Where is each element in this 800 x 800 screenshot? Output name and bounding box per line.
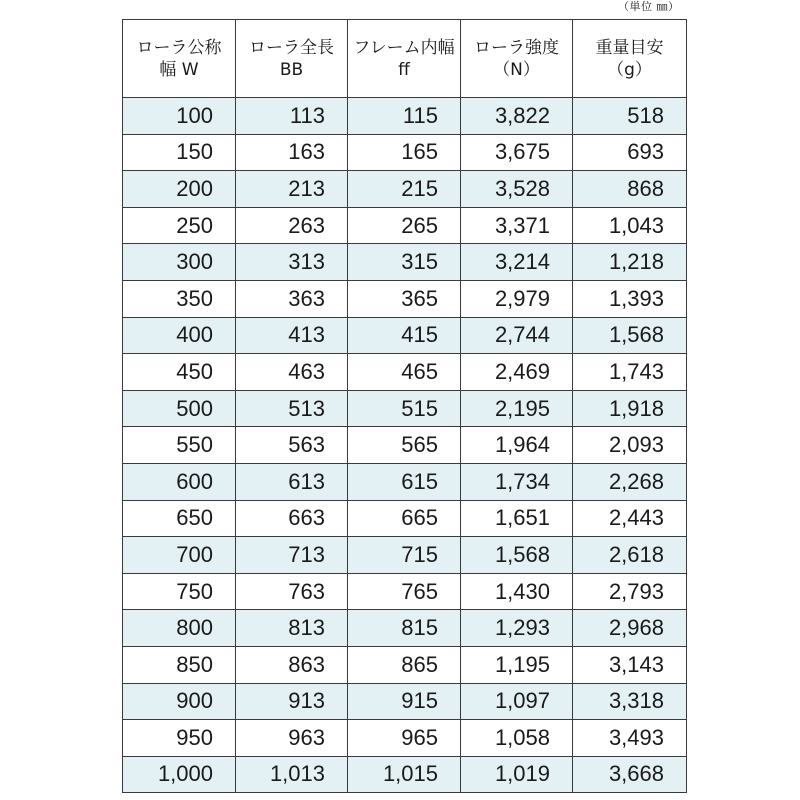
cell-frame-inner-width: 715 <box>348 537 461 574</box>
header-weight <box>573 20 687 98</box>
cell-nominal-width: 1,000 <box>123 756 236 793</box>
cell-frame-inner-width: 165 <box>348 134 461 171</box>
cell-weight: 1,043 <box>573 207 687 244</box>
cell-roller-strength: 1,195 <box>461 646 573 683</box>
cell-roller-length: 563 <box>236 427 348 464</box>
cell-nominal-width: 750 <box>123 573 236 610</box>
cell-roller-length: 113 <box>236 98 348 135</box>
cell-roller-length: 363 <box>236 280 348 317</box>
table-row <box>123 720 687 757</box>
cell-weight: 3,493 <box>573 720 687 757</box>
cell-weight: 2,268 <box>573 463 687 500</box>
cell-roller-strength: 1,734 <box>461 463 573 500</box>
cell-weight: 2,968 <box>573 610 687 647</box>
cell-roller-length: 213 <box>236 171 348 208</box>
cell-nominal-width: 900 <box>123 683 236 720</box>
cell-nominal-width: 150 <box>123 134 236 171</box>
cell-weight: 868 <box>573 171 687 208</box>
cell-nominal-width: 550 <box>123 427 236 464</box>
cell-frame-inner-width: 815 <box>348 610 461 647</box>
cell-nominal-width: 100 <box>123 98 236 135</box>
cell-roller-strength: 3,675 <box>461 134 573 171</box>
header-nominal-width <box>123 20 236 98</box>
cell-roller-strength: 1,293 <box>461 610 573 647</box>
cell-weight: 3,143 <box>573 646 687 683</box>
cell-weight: 2,618 <box>573 537 687 574</box>
cell-frame-inner-width: 1,015 <box>348 756 461 793</box>
cell-weight: 3,668 <box>573 756 687 793</box>
cell-roller-strength: 3,822 <box>461 98 573 135</box>
cell-roller-length: 513 <box>236 390 348 427</box>
cell-frame-inner-width: 215 <box>348 171 461 208</box>
cell-weight: 1,743 <box>573 354 687 391</box>
header-roller-strength <box>461 20 573 98</box>
table-row <box>123 537 687 574</box>
cell-frame-inner-width: 965 <box>348 720 461 757</box>
table-row <box>123 756 687 793</box>
header-roller-length <box>236 20 348 98</box>
cell-frame-inner-width: 315 <box>348 244 461 281</box>
header-line: フレーム内幅 <box>353 37 455 58</box>
cell-roller-length: 963 <box>236 720 348 757</box>
table-row <box>123 646 687 683</box>
cell-weight: 2,093 <box>573 427 687 464</box>
cell-roller-length: 413 <box>236 317 348 354</box>
cell-frame-inner-width: 615 <box>348 463 461 500</box>
cell-frame-inner-width: 915 <box>348 683 461 720</box>
table-body <box>123 98 687 793</box>
table-row <box>123 610 687 647</box>
cell-frame-inner-width: 565 <box>348 427 461 464</box>
cell-nominal-width: 200 <box>123 171 236 208</box>
cell-roller-length: 313 <box>236 244 348 281</box>
table-row <box>123 354 687 391</box>
cell-roller-strength: 1,568 <box>461 537 573 574</box>
cell-roller-strength: 3,528 <box>461 171 573 208</box>
cell-nominal-width: 300 <box>123 244 236 281</box>
cell-nominal-width: 800 <box>123 610 236 647</box>
cell-frame-inner-width: 265 <box>348 207 461 244</box>
cell-roller-strength: 1,964 <box>461 427 573 464</box>
cell-nominal-width: 350 <box>123 280 236 317</box>
cell-roller-length: 1,013 <box>236 756 348 793</box>
unit-note: （単位 ㎜） <box>618 0 680 13</box>
cell-nominal-width: 650 <box>123 500 236 537</box>
header-line: 重量目安 <box>595 37 664 58</box>
table-row <box>123 390 687 427</box>
cell-roller-strength: 3,214 <box>461 244 573 281</box>
cell-roller-length: 263 <box>236 207 348 244</box>
cell-frame-inner-width: 415 <box>348 317 461 354</box>
cell-roller-length: 713 <box>236 537 348 574</box>
cell-weight: 518 <box>573 98 687 135</box>
cell-weight: 1,918 <box>573 390 687 427</box>
cell-frame-inner-width: 765 <box>348 573 461 610</box>
table-row <box>123 463 687 500</box>
header-line: （N） <box>493 59 540 80</box>
cell-nominal-width: 950 <box>123 720 236 757</box>
cell-roller-strength: 2,195 <box>461 390 573 427</box>
table-row <box>123 317 687 354</box>
cell-roller-length: 463 <box>236 354 348 391</box>
cell-nominal-width: 250 <box>123 207 236 244</box>
header-frame-inner-width <box>348 20 461 98</box>
cell-roller-length: 163 <box>236 134 348 171</box>
cell-roller-strength: 3,371 <box>461 207 573 244</box>
cell-roller-strength: 2,469 <box>461 354 573 391</box>
cell-roller-strength: 1,019 <box>461 756 573 793</box>
table-row <box>123 573 687 610</box>
cell-roller-length: 913 <box>236 683 348 720</box>
cell-nominal-width: 600 <box>123 463 236 500</box>
table-row <box>123 134 687 171</box>
cell-frame-inner-width: 465 <box>348 354 461 391</box>
table-header <box>123 20 687 98</box>
header-line: ローラ全長 <box>249 37 334 58</box>
cell-weight: 1,568 <box>573 317 687 354</box>
cell-frame-inner-width: 665 <box>348 500 461 537</box>
cell-weight: 3,318 <box>573 683 687 720</box>
header-line: 幅 W <box>159 59 199 80</box>
cell-roller-length: 863 <box>236 646 348 683</box>
cell-roller-strength: 1,058 <box>461 720 573 757</box>
header-line: ff <box>398 59 410 80</box>
cell-nominal-width: 450 <box>123 354 236 391</box>
cell-frame-inner-width: 365 <box>348 280 461 317</box>
cell-roller-strength: 1,097 <box>461 683 573 720</box>
cell-weight: 1,218 <box>573 244 687 281</box>
roller-spec-table <box>122 19 687 793</box>
cell-roller-strength: 1,651 <box>461 500 573 537</box>
cell-nominal-width: 500 <box>123 390 236 427</box>
header-line: ローラ公称 <box>136 37 222 58</box>
cell-roller-strength: 2,744 <box>461 317 573 354</box>
cell-frame-inner-width: 515 <box>348 390 461 427</box>
cell-roller-length: 763 <box>236 573 348 610</box>
cell-weight: 2,793 <box>573 573 687 610</box>
cell-roller-length: 663 <box>236 500 348 537</box>
cell-roller-length: 613 <box>236 463 348 500</box>
header-line: ローラ強度 <box>474 37 559 58</box>
cell-frame-inner-width: 865 <box>348 646 461 683</box>
table-row <box>123 500 687 537</box>
cell-nominal-width: 700 <box>123 537 236 574</box>
header-row <box>123 20 687 98</box>
table-row <box>123 280 687 317</box>
table-row <box>123 171 687 208</box>
table-row <box>123 683 687 720</box>
cell-weight: 693 <box>573 134 687 171</box>
table-row <box>123 207 687 244</box>
table-row <box>123 98 687 135</box>
table-row <box>123 244 687 281</box>
header-line: （g） <box>607 59 652 80</box>
table-row <box>123 427 687 464</box>
cell-frame-inner-width: 115 <box>348 98 461 135</box>
cell-roller-strength: 2,979 <box>461 280 573 317</box>
header-line: BB <box>279 59 304 80</box>
cell-roller-strength: 1,430 <box>461 573 573 610</box>
cell-roller-length: 813 <box>236 610 348 647</box>
cell-weight: 1,393 <box>573 280 687 317</box>
cell-nominal-width: 400 <box>123 317 236 354</box>
cell-weight: 2,443 <box>573 500 687 537</box>
cell-nominal-width: 850 <box>123 646 236 683</box>
